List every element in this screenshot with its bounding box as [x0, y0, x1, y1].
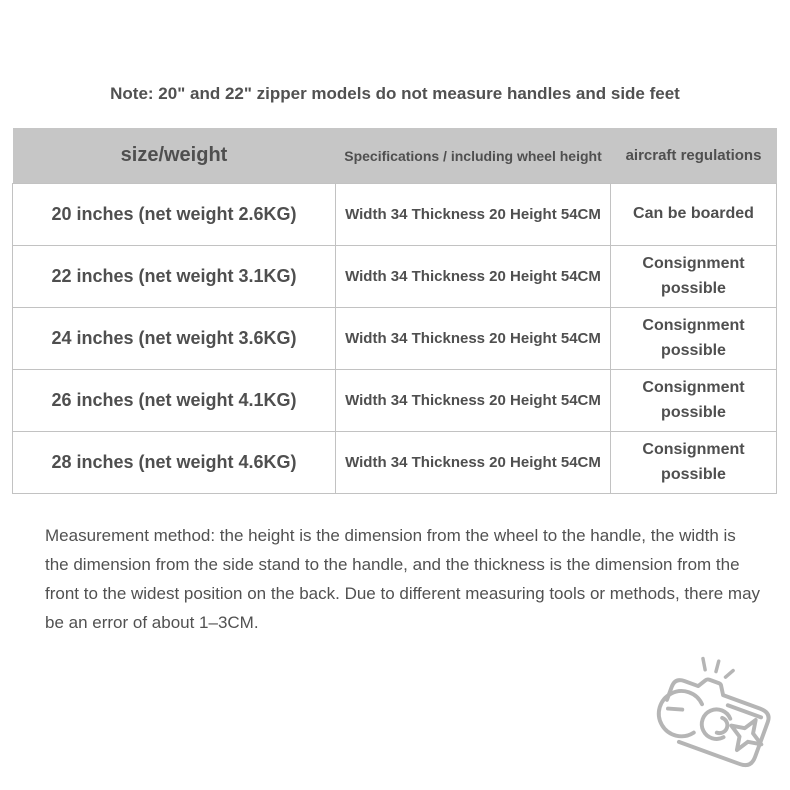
table-header-row	[13, 128, 777, 184]
size-spec-table	[12, 128, 777, 494]
size-cell: 24 inches (net weight 3.6KG)	[13, 308, 336, 370]
spec-cell: Width 34 Thickness 20 Height 54CM	[336, 246, 611, 308]
regulation-cell: Consignment possible	[611, 432, 777, 494]
regulation-cell: Can be boarded	[611, 184, 777, 246]
table-row	[13, 308, 777, 370]
regulation-cell: Consignment possible	[611, 308, 777, 370]
regulation-cell: Consignment possible	[611, 246, 777, 308]
note-text: Note: 20" and 22" zipper models do not measure handles and side feet	[110, 84, 680, 103]
col-header-aircraft-regulations: aircraft regulations	[611, 128, 777, 184]
size-cell: 26 inches (net weight 4.1KG)	[13, 370, 336, 432]
size-cell: 28 inches (net weight 4.6KG)	[13, 432, 336, 494]
col-header-size-weight: size/weight	[13, 128, 336, 184]
size-cell: 22 inches (net weight 3.1KG)	[13, 246, 336, 308]
size-cell: 20 inches (net weight 2.6KG)	[13, 184, 336, 246]
table-body	[13, 184, 777, 494]
table-row	[13, 184, 777, 246]
regulation-cell: Consignment possible	[611, 370, 777, 432]
spec-cell: Width 34 Thickness 20 Height 54CM	[336, 432, 611, 494]
spec-cell: Width 34 Thickness 20 Height 54CM	[336, 308, 611, 370]
spec-cell: Width 34 Thickness 20 Height 54CM	[336, 370, 611, 432]
spec-cell: Width 34 Thickness 20 Height 54CM	[336, 184, 611, 246]
camera-sparkle-icon	[640, 656, 788, 776]
table-row	[13, 370, 777, 432]
table-row	[13, 246, 777, 308]
table-row	[13, 432, 777, 494]
col-header-specifications: Specifications / including wheel height	[336, 128, 611, 184]
measurement-note: Measurement method: the height is the dimension from the wheel to the handle, the width is the dimension from the side stand to the handle, and the thickness is the dimension from the front to the widest position on the back. Due to different measuring tools or methods, there may be an error of about 1–3CM.	[45, 526, 761, 632]
